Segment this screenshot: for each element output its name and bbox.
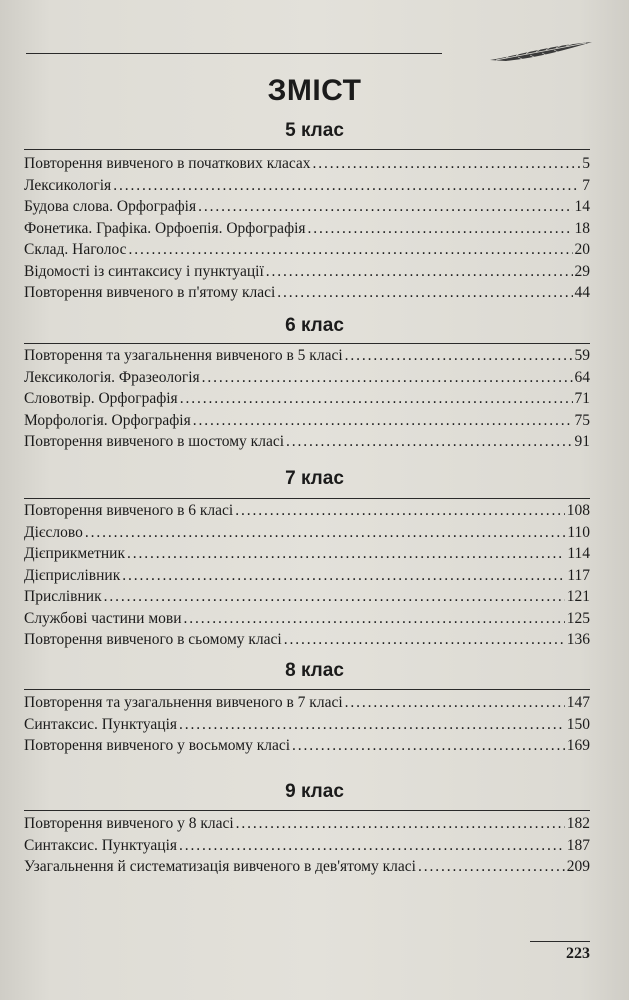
- toc-entry-title: Повторення вивченого в сьомому класі: [24, 631, 282, 648]
- toc-entry[interactable]: [24, 835, 590, 857]
- toc-entry-page: 136: [566, 631, 590, 648]
- toc-entry-title: Синтаксис. Пунктуація: [24, 715, 178, 733]
- toc-entry[interactable]: [24, 856, 590, 878]
- dot-leader: [85, 522, 565, 544]
- toc-entry-title: Фонетика. Графіка. Орфоепія. Орфографія: [24, 219, 306, 237]
- toc-entry-title: Морфологія. Орфографія: [24, 411, 191, 429]
- dot-leader: [308, 218, 573, 240]
- toc-entry[interactable]: [24, 153, 590, 175]
- dot-leader: [286, 431, 572, 453]
- dot-leader: [284, 629, 565, 651]
- section-heading-7: 7 клас: [285, 468, 344, 489]
- dot-leader: [418, 856, 565, 878]
- toc-entry-page: 64: [574, 368, 590, 386]
- toc-entry-title: Повторення вивченого в 6 класі: [24, 502, 234, 519]
- toc-entry[interactable]: [24, 175, 590, 197]
- toc-entry[interactable]: [24, 500, 590, 522]
- toc-entry-page: 18: [574, 219, 590, 237]
- dot-leader: [313, 153, 581, 175]
- toc-list-9: [24, 813, 590, 878]
- toc-entry-page: 91: [574, 433, 590, 450]
- dot-leader: [179, 714, 565, 736]
- toc-entry[interactable]: [24, 282, 590, 304]
- toc-entry-page: 44: [574, 284, 590, 301]
- toc-entry[interactable]: [24, 239, 590, 261]
- toc-entry-title: Дієприкметник: [24, 545, 125, 562]
- section-heading-9: 9 клас: [285, 781, 344, 802]
- toc-entry[interactable]: [24, 608, 590, 630]
- toc-entry[interactable]: [24, 543, 590, 565]
- toc-entry-title: Службові частини мови: [24, 609, 182, 627]
- toc-entry[interactable]: [24, 345, 590, 367]
- toc-entry-page: 14: [574, 198, 590, 215]
- toc-entry-title: Повторення та узагальнення вивченого в 7 класі: [24, 694, 343, 711]
- toc-entry[interactable]: [24, 522, 590, 544]
- toc-entry-page: 20: [574, 241, 590, 258]
- toc-entry-title: Відомості із синтаксису і пунктуації: [24, 262, 264, 280]
- toc-entry[interactable]: [24, 261, 590, 283]
- dot-leader: [113, 175, 580, 197]
- dot-leader: [198, 196, 572, 218]
- section-heading-5: 5 клас: [285, 120, 344, 141]
- toc-entry-page: 169: [566, 737, 590, 754]
- toc-entry[interactable]: [24, 218, 590, 240]
- toc-entry[interactable]: [24, 431, 590, 453]
- dot-leader: [345, 345, 573, 367]
- dot-leader: [345, 692, 565, 714]
- toc-entry-title: Будова слова. Орфографія: [24, 198, 197, 215]
- header-rule: [26, 53, 442, 54]
- toc-entry-page: 59: [574, 347, 590, 364]
- feather-icon: [486, 36, 596, 66]
- toc-entry-page: 108: [566, 502, 590, 519]
- toc-entry[interactable]: [24, 735, 590, 757]
- section-rule: [24, 149, 590, 150]
- section-rule: [24, 343, 590, 344]
- dot-leader: [236, 813, 565, 835]
- toc-list-5: [24, 153, 590, 304]
- toc-entry-title: Повторення вивченого в п'ятому класі: [24, 284, 276, 301]
- dot-leader: [202, 367, 573, 389]
- toc-entry-title: Лексикологія. Фразеологія: [24, 368, 200, 386]
- toc-entry[interactable]: [24, 388, 590, 410]
- toc-entry-title: Склад. Наголос: [24, 241, 127, 258]
- toc-entry-page: 110: [567, 523, 590, 541]
- dot-leader: [128, 239, 572, 261]
- toc-entry-page: 121: [566, 588, 590, 605]
- toc-entry-title: Повторення вивченого у восьмому класі: [24, 737, 291, 754]
- toc-entry-title: Лексикологія: [24, 176, 112, 194]
- page-title: ЗМІСТ: [267, 74, 362, 107]
- toc-entry-title: Словотвір. Орфографія: [24, 390, 178, 407]
- dot-leader: [266, 261, 573, 283]
- dot-leader: [127, 543, 565, 565]
- toc-entry-title: Повторення та узагальнення вивченого в 5 класі: [24, 347, 343, 364]
- toc-entry-page: 29: [574, 262, 590, 280]
- toc-entry-page: 117: [567, 566, 590, 584]
- dot-leader: [184, 608, 565, 630]
- toc-entry-title: Повторення вивченого в початкових класах: [24, 155, 311, 172]
- toc-entry[interactable]: [24, 586, 590, 608]
- toc-entry-page: 5: [582, 155, 590, 172]
- toc-entry[interactable]: [24, 410, 590, 432]
- toc-entry-title: Дієслово: [24, 523, 83, 541]
- dot-leader: [179, 835, 565, 857]
- page-number: 223: [566, 945, 590, 962]
- toc-entry[interactable]: [24, 196, 590, 218]
- toc-entry-title: Повторення вивченого в шостому класі: [24, 433, 285, 450]
- toc-entry-page: 182: [566, 815, 590, 832]
- dot-leader: [277, 282, 572, 304]
- toc-entry-title: Прислівник: [24, 588, 102, 605]
- section-rule: [24, 810, 590, 811]
- dot-leader: [235, 500, 565, 522]
- toc-entry-title: Узагальнення й систематизація вивченого в дев'ятому класі: [24, 858, 416, 875]
- toc-entry[interactable]: [24, 629, 590, 651]
- toc-entry-page: 150: [566, 715, 590, 733]
- toc-entry-page: 71: [574, 390, 590, 407]
- toc-entry-page: 187: [566, 836, 590, 854]
- dot-leader: [104, 586, 565, 608]
- section-rule: [24, 498, 590, 499]
- toc-list-6: [24, 345, 590, 453]
- toc-entry-page: 7: [582, 176, 590, 194]
- toc-list-8: [24, 692, 590, 757]
- section-rule: [24, 689, 590, 690]
- toc-entry[interactable]: [24, 367, 590, 389]
- toc-entry[interactable]: [24, 692, 590, 714]
- dot-leader: [193, 410, 573, 432]
- toc-list-7: [24, 500, 590, 651]
- section-heading-6: 6 клас: [285, 315, 344, 336]
- toc-entry[interactable]: [24, 714, 590, 736]
- dot-leader: [122, 565, 565, 587]
- toc-entry-title: Дієприслівник: [24, 566, 121, 584]
- toc-entry-title: Синтаксис. Пунктуація: [24, 836, 178, 854]
- toc-entry[interactable]: [24, 565, 590, 587]
- section-heading-8: 8 клас: [285, 660, 344, 681]
- dot-leader: [292, 735, 565, 757]
- dot-leader: [180, 388, 573, 410]
- toc-entry-page: 147: [566, 694, 590, 711]
- toc-entry-page: 125: [566, 609, 590, 627]
- toc-entry-page: 75: [574, 411, 590, 429]
- toc-entry[interactable]: [24, 813, 590, 835]
- footer-rule: [530, 941, 590, 942]
- toc-entry-title: Повторення вивченого у 8 класі: [24, 815, 234, 832]
- toc-entry-page: 114: [567, 545, 590, 562]
- toc-entry-page: 209: [566, 858, 590, 875]
